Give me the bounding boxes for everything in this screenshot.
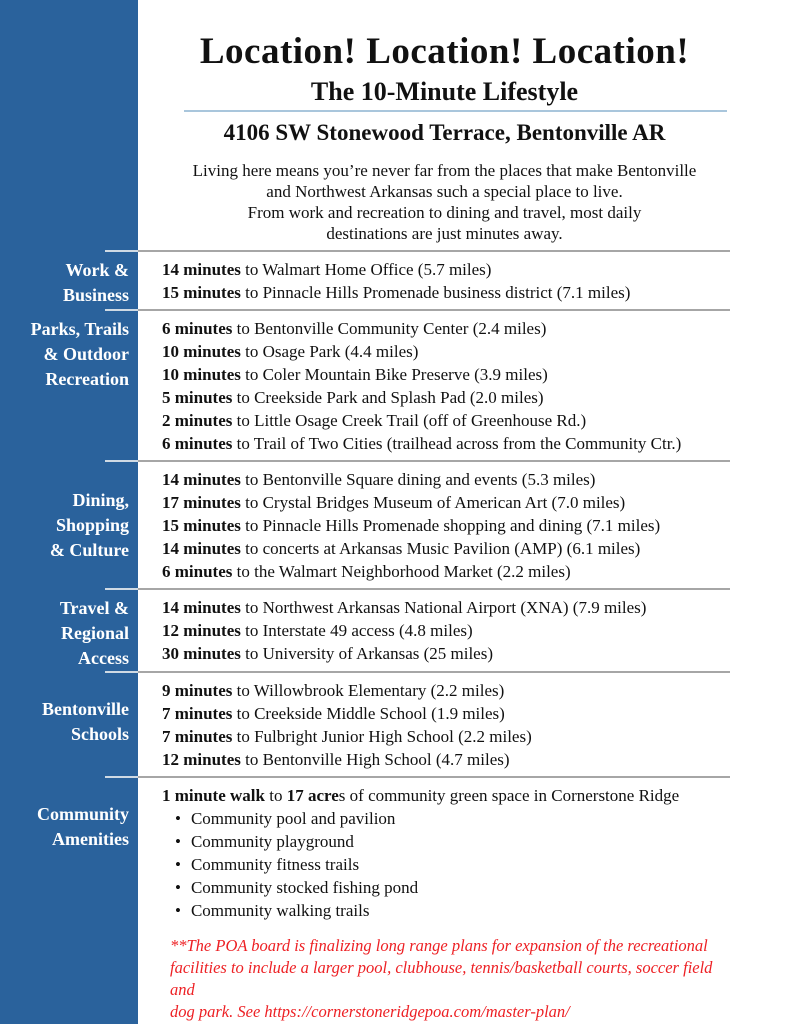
list-item <box>162 537 741 560</box>
item-text-segment: to Willowbrook Elementary (2.2 miles) <box>232 681 505 700</box>
list-item <box>162 409 741 432</box>
item-text-segment: 6 minutes <box>162 319 233 338</box>
section-label-line: Regional <box>60 623 129 643</box>
item-text-segment: Community fitness trails <box>190 855 360 874</box>
flyer-header <box>138 0 751 244</box>
item-text-segment: to Bentonville High School (4.7 miles) <box>240 750 510 769</box>
section-label <box>0 778 138 927</box>
intro-line: From work and recreation to dining and travel, most daily <box>247 203 642 222</box>
item-text-segment: 15 minutes <box>162 516 241 535</box>
bullet-list-item <box>162 807 741 830</box>
section-label-line: & Culture <box>49 540 129 560</box>
section-label-line: Community <box>36 804 129 824</box>
item-text-segment: Community walking trails <box>190 901 370 920</box>
item-text-segment: to Pinnacle Hills Promenade business district (7.1 miles) <box>240 283 631 302</box>
list-item <box>162 596 741 619</box>
section-row <box>0 252 791 309</box>
item-text-segment: 2 minutes <box>162 411 233 430</box>
list-item <box>162 560 741 583</box>
list-item <box>162 281 741 304</box>
list-item <box>162 679 741 702</box>
section-items <box>138 778 791 927</box>
footnote-line: facilities to include a larger pool, clubhouse, tennis/basketball courts, soccer field and <box>170 958 713 999</box>
item-text-segment: 1 minute walk <box>162 786 265 805</box>
section-label-line: Recreation <box>45 369 129 389</box>
list-item <box>162 514 741 537</box>
item-text-segment: to the Walmart Neighborhood Market (2.2 miles) <box>232 562 571 581</box>
item-text-segment: 14 minutes <box>162 470 241 489</box>
bullet-icon <box>175 832 191 851</box>
item-text-segment: 14 minutes <box>162 260 241 279</box>
page-title: Location! Location! Location! <box>199 31 690 72</box>
list-item <box>162 491 741 514</box>
category-section <box>0 309 791 460</box>
item-text-segment: to Coler Mountain Bike Preserve (3.9 miles) <box>240 365 548 384</box>
item-text-segment: 30 minutes <box>162 644 241 663</box>
bullet-icon <box>175 901 191 920</box>
item-text-segment: to Interstate 49 access (4.8 miles) <box>240 621 473 640</box>
sections-container <box>0 250 791 927</box>
section-label-line: Access <box>78 648 129 668</box>
item-text-segment: 17 acre <box>286 786 339 805</box>
section-row <box>0 778 791 927</box>
item-text-segment: to Pinnacle Hills Promenade shopping and dining (7.1 miles) <box>240 516 661 535</box>
item-text-segment: s of community green space in Cornerstone Ridge <box>338 786 680 805</box>
list-item <box>162 642 741 665</box>
section-label-line: Bentonville <box>41 699 129 719</box>
item-text-segment: 17 minutes <box>162 493 241 512</box>
category-section <box>0 460 791 588</box>
section-label <box>0 311 138 460</box>
section-label-line: Shopping <box>55 515 129 535</box>
intro-line: and Northwest Arkansas such a special place to live. <box>266 182 623 201</box>
item-text-segment: to Trail of Two Cities (trailhead across from the Community Ctr.) <box>232 434 682 453</box>
item-text-segment: to Fulbright Junior High School (2.2 miles) <box>232 727 532 746</box>
item-text-segment: to Bentonville Community Center (2.4 miles) <box>232 319 547 338</box>
item-text-segment: to Northwest Arkansas National Airport (XNA) (7.9 miles) <box>240 598 647 617</box>
section-items <box>138 252 791 309</box>
section-items <box>138 462 791 588</box>
section-label-line: & Outdoor <box>43 344 129 364</box>
bullet-icon <box>175 878 191 897</box>
item-text-segment: 5 minutes <box>162 388 233 407</box>
item-text-segment: 6 minutes <box>162 562 233 581</box>
section-label-line: Travel & <box>59 598 129 618</box>
section-label-line: Schools <box>70 724 129 744</box>
item-text-segment: 7 minutes <box>162 704 233 723</box>
category-section <box>0 588 791 671</box>
item-text-segment: 14 minutes <box>162 539 241 558</box>
item-text-segment: to Crystal Bridges Museum of American Art (7.0 miles) <box>240 493 626 512</box>
list-item <box>162 317 741 340</box>
item-text-segment: 10 minutes <box>162 342 241 361</box>
item-text-segment: to <box>264 786 287 805</box>
footnote-line: **The POA board is finalizing long range plans for expansion of the recreational <box>170 936 708 955</box>
item-text-segment: to University of Arkansas (25 miles) <box>240 644 494 663</box>
list-item <box>162 363 741 386</box>
item-text-segment: 9 minutes <box>162 681 233 700</box>
list-item <box>162 619 741 642</box>
section-label-line: Work & <box>65 260 129 280</box>
item-text-segment: to Walmart Home Office (5.7 miles) <box>240 260 492 279</box>
item-text-segment: 12 minutes <box>162 750 241 769</box>
section-label-line: Dining, <box>72 490 129 510</box>
list-item <box>162 432 741 455</box>
section-label <box>0 462 138 588</box>
item-text-segment: to Osage Park (4.4 miles) <box>240 342 419 361</box>
property-address: 4106 SW Stonewood Terrace, Bentonville AR <box>223 120 666 145</box>
intro-paragraph <box>138 160 751 244</box>
section-label-line: Business <box>62 285 129 305</box>
section-row <box>0 311 791 460</box>
category-section <box>0 250 791 309</box>
list-item <box>162 748 741 771</box>
item-text-segment: to Creekside Park and Splash Pad (2.0 miles) <box>232 388 544 407</box>
subtitle-underline <box>184 110 727 112</box>
bullet-icon <box>175 855 191 874</box>
item-text-segment: 7 minutes <box>162 727 233 746</box>
list-item <box>162 386 741 409</box>
bullet-list-item <box>162 876 741 899</box>
list-item <box>162 258 741 281</box>
item-text-segment: 6 minutes <box>162 434 233 453</box>
item-text-segment: to Creekside Middle School (1.9 miles) <box>232 704 505 723</box>
bullet-icon <box>175 809 191 828</box>
intro-line: Living here means you’re never far from the places that make Bentonville <box>192 161 697 180</box>
item-text-segment: 10 minutes <box>162 365 241 384</box>
intro-line: destinations are just minutes away. <box>326 224 563 243</box>
item-text-segment: 14 minutes <box>162 598 241 617</box>
item-text-segment: to concerts at Arkansas Music Pavilion (AMP) (6.1 miles) <box>240 539 641 558</box>
section-label <box>0 590 138 671</box>
section-row <box>0 673 791 776</box>
page-subtitle: The 10-Minute Lifestyle <box>310 77 579 106</box>
list-item <box>162 784 741 807</box>
list-item <box>162 702 741 725</box>
item-text-segment: to Little Osage Creek Trail (off of Greenhouse Rd.) <box>232 411 587 430</box>
section-label <box>0 673 138 776</box>
bullet-list-item <box>162 830 741 853</box>
section-items <box>138 673 791 776</box>
bullet-list-item <box>162 853 741 876</box>
item-text-segment: 15 minutes <box>162 283 241 302</box>
item-text-segment: 12 minutes <box>162 621 241 640</box>
list-item <box>162 340 741 363</box>
section-items <box>138 311 791 460</box>
footnote-line: dog park. See https://cornerstoneridgepoa.com/master-plan/ <box>170 1002 570 1021</box>
section-label-line: Parks, Trails <box>30 319 129 339</box>
section-items <box>138 590 791 671</box>
item-text-segment: to Bentonville Square dining and events (5.3 miles) <box>240 470 596 489</box>
item-text-segment: Community playground <box>190 832 354 851</box>
section-label <box>0 252 138 309</box>
category-section <box>0 671 791 776</box>
poa-footnote <box>170 935 731 1023</box>
section-label-line: Amenities <box>52 829 129 849</box>
section-row <box>0 462 791 588</box>
category-section <box>0 776 791 927</box>
section-row <box>0 590 791 671</box>
item-text-segment: Community pool and pavilion <box>190 809 396 828</box>
item-text-segment: Community stocked fishing pond <box>190 878 419 897</box>
bullet-list-item <box>162 899 741 922</box>
list-item <box>162 725 741 748</box>
list-item <box>162 468 741 491</box>
